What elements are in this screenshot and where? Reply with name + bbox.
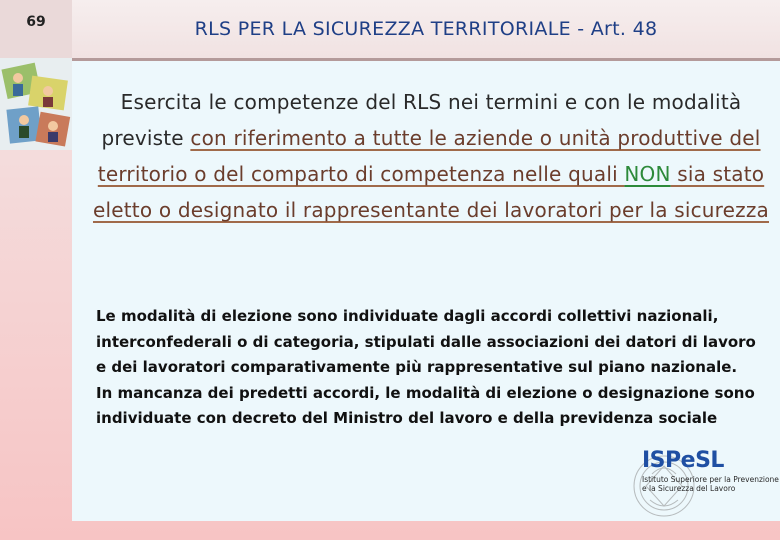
page-number: [0, 0, 72, 58]
logo-line-1: Istituto Superiore per la Prevenzione: [642, 475, 779, 484]
main-non-highlight: NON: [624, 162, 671, 186]
slide-title: RLS PER LA SICUREZZA TERRITORIALE - Art. 48: [194, 18, 658, 40]
main-paragraph: [84, 84, 778, 228]
main-underlined-text-1: con riferimento a tutte le aziende o unità produttive del territorio o del comparto di competenza nelle quali: [97, 126, 761, 186]
office-people-clipart-icon: [0, 58, 72, 150]
logo-line-2: e la Sicurezza del Lavoro: [642, 484, 736, 493]
main-intro: Esercita le competenze del RLS nei termini e con le modalità previste: [101, 90, 742, 150]
page-number-text: 69: [26, 14, 46, 30]
secondary-paragraph-1: Le modalità di elezione sono individuate dagli accordi collettivi nazionali, interconfederali o di categoria, stipulati dalle associazioni dei datori di lavoro e dei lavoratori comparativamente più rappresentative sul piano nazionale.: [96, 307, 756, 376]
logo-subtitle: [642, 475, 779, 493]
secondary-text: [96, 304, 756, 432]
main-underlined-text-2: sia stato eletto o designato il rappresentante dei lavoratori per la sicurezza: [92, 162, 769, 222]
secondary-paragraph-2: In mancanza dei predetti accordi, le modalità di elezione o designazione sono individuate con decreto del Ministro del lavoro e della previdenza sociale: [96, 383, 755, 427]
logo-wordmark: ISPeSL: [642, 448, 724, 473]
